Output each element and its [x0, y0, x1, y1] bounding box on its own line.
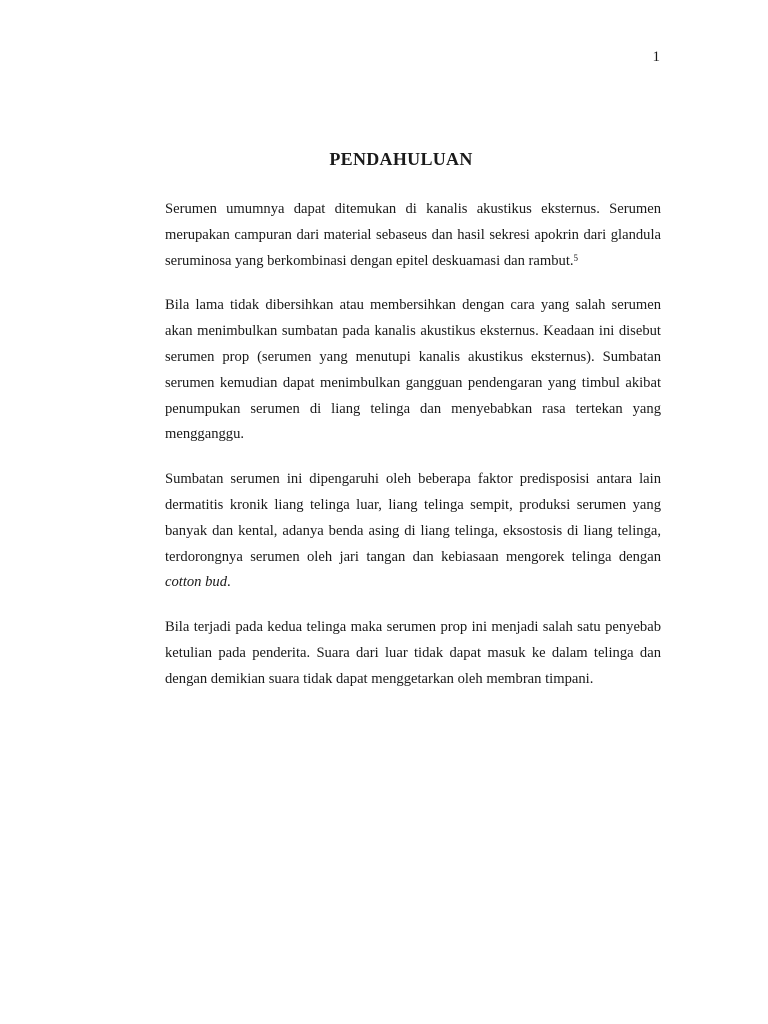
- page-number: 1: [652, 49, 660, 65]
- paragraph-text: Bila lama tidak dibersihkan atau membersihkan dengan cara yang salah serumen akan menimbulkan sumbatan pada kanalis akustikus eksternus. Keadaan ini disebut serumen prop (serumen yang menutupi kanalis akustikus eksternus). Sumbatan serumen kemudian dapat menimbulkan gangguan pendengaran yang timbul akibat penumpukan serumen di liang telinga dan menyebabkan rasa tertekan yang mengganggu.: [165, 297, 661, 443]
- paragraph-text: Sumbatan serumen ini dipengaruhi oleh beberapa faktor predisposisi antara lain dermatitis kronik liang telinga luar, liang telinga sempit, produksi serumen yang banyak dan kental, adanya benda asing di liang telinga, eksostosis di liang telinga, terdorongnya serumen oleh jari tangan dan kebiasaan mengorek telinga dengan: [165, 471, 661, 565]
- paragraph-text: Serumen umumnya dapat ditemukan di kanalis akustikus eksternus. Serumen merupakan campuran dari material sebaseus dan hasil sekresi apokrin dari glandula seruminosa yang berkombinasi dengan epitel deskuamasi dan rambut.: [165, 201, 661, 269]
- paragraph-text: Bila terjadi pada kedua telinga maka serumen prop ini menjadi salah satu penyebab ketulian pada penderita. Suara dari luar tidak dapat masuk ke dalam telinga dan dengan demikian suara tidak dapat menggetarkan oleh membran timpani.: [165, 619, 661, 687]
- section-title: PENDAHULUAN: [329, 149, 473, 169]
- paragraph-serumen-definition: [165, 197, 661, 274]
- citation-superscript: 5: [573, 252, 579, 263]
- paragraph-hearing-loss: [165, 615, 661, 692]
- paragraph-predisposing-factors: [165, 467, 661, 596]
- italic-term: cotton bud: [165, 574, 228, 591]
- paragraph-punctuation: .: [227, 574, 231, 591]
- document-body: [165, 197, 661, 712]
- paragraph-serumen-prop: [165, 293, 661, 448]
